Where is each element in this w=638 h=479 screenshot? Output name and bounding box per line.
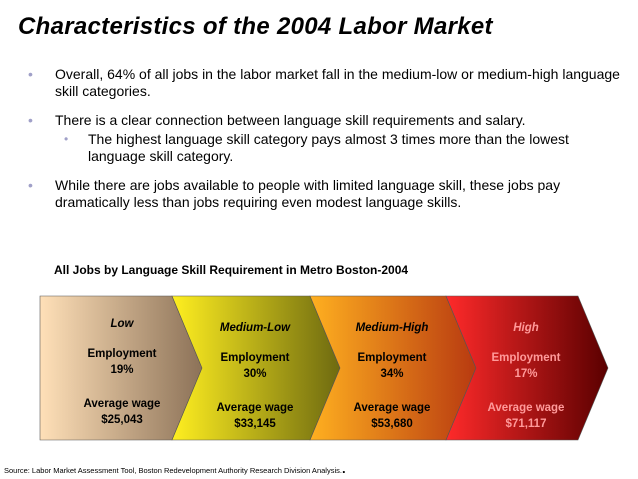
bullet-item: [28, 177, 628, 211]
segment-employment-label: Employment: [220, 352, 290, 364]
bullet-icon: •: [28, 112, 33, 128]
bullet-text: While there are jobs available to people with limited language skill, these jobs pay dramatically less than jobs requiring even modest language skills.: [55, 177, 561, 210]
sub-bullet-text: The highest language skill category pays almost 3 times more than the lowest language skill category.: [88, 131, 569, 164]
segment-employment-label: Employment: [491, 352, 561, 364]
segment-wage-value: $33,145: [234, 418, 276, 430]
segment-employment-value: 17%: [514, 368, 538, 380]
source-mark: .: [341, 461, 346, 476]
segment-category-label: Medium-Low: [219, 322, 291, 334]
bullet-icon: •: [28, 66, 33, 82]
segment-employment-label: Employment: [357, 352, 427, 364]
segment-employment-value: 30%: [243, 368, 267, 380]
slide-title: Characteristics of the 2004 Labor Market: [18, 13, 493, 40]
segment-wage-value: $53,680: [371, 418, 413, 430]
source-text: Source: Labor Market Assessment Tool, Boston Redevelopment Authority Research Division Analysis.: [4, 466, 342, 475]
segment-wage-value: $25,043: [101, 414, 143, 426]
segment-employment-label: Employment: [87, 348, 157, 360]
chart-title: All Jobs by Language Skill Requirement in Metro Boston-2004: [54, 263, 409, 277]
skill-chevron-chart: [0, 294, 638, 444]
segment-wage-label: Average wage: [353, 402, 431, 414]
bullet-text: Overall, 64% of all jobs in the labor market fall in the medium-low or medium-high language skill categories.: [55, 66, 620, 99]
segment-wage-label: Average wage: [216, 402, 294, 414]
segment-employment-value: 19%: [110, 364, 134, 376]
segment-category-label: Low: [110, 318, 134, 330]
bullet-item: [28, 112, 628, 165]
segment-category-label: High: [513, 322, 539, 334]
segment-wage-label: Average wage: [83, 398, 161, 410]
source-note: [4, 461, 346, 476]
bullet-text: There is a clear connection between language skill requirements and salary.: [55, 112, 526, 128]
sub-bullet-icon: •: [64, 132, 69, 146]
segment-category-label: Medium-High: [355, 322, 429, 334]
sub-bullet-item: [28, 131, 628, 165]
bullet-list: [28, 66, 628, 223]
segment-wage-label: Average wage: [487, 402, 565, 414]
bullet-icon: •: [28, 177, 33, 193]
bullet-item: [28, 66, 628, 100]
segment-employment-value: 34%: [380, 368, 404, 380]
segment-wage-value: $71,117: [505, 418, 547, 430]
